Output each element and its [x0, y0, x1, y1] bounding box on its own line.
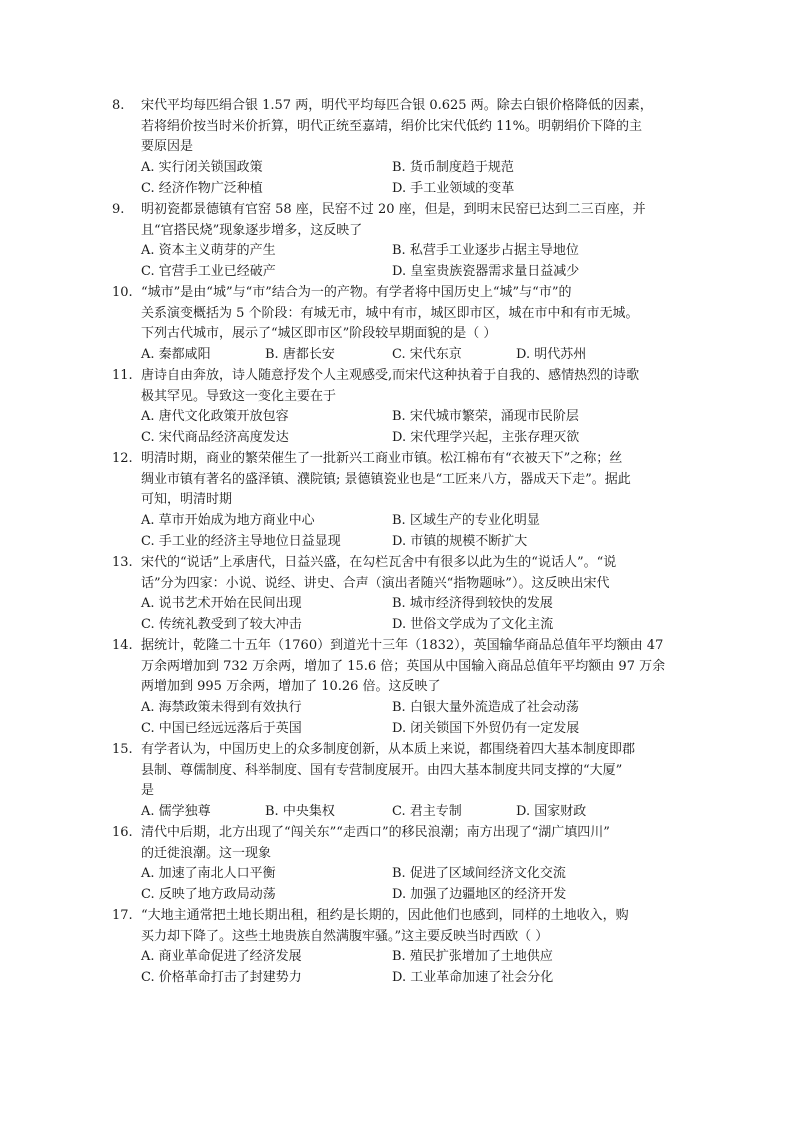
option-a[interactable]: A. 草市开始成为地方商业中心: [141, 513, 315, 529]
option-c[interactable]: C. 宋代东京: [392, 347, 462, 363]
question-number: 10.: [112, 285, 133, 300]
option-b[interactable]: B. 区域生产的专业化明显: [392, 513, 540, 529]
option-a[interactable]: A. 加速了南北人口平衡: [141, 866, 276, 882]
option-c[interactable]: C. 宋代商品经济高度发达: [141, 430, 289, 446]
question-stem-line: 可知，明清时期: [141, 492, 233, 508]
option-c[interactable]: C. 价格革命打击了封建势力: [141, 970, 302, 986]
option-d[interactable]: D. 皇室贵族瓷器需求量日益减少: [392, 264, 580, 280]
option-d[interactable]: D. 国家财政: [516, 804, 587, 820]
option-d[interactable]: D. 世俗文学成为了文化主流: [392, 617, 554, 633]
option-b[interactable]: B. 唐都长安: [265, 347, 335, 363]
question-stem-line: 买力却下降了。这些土地贵族自然满腹牢骚。”这主要反映当时西欧（ ）: [141, 928, 549, 944]
option-c[interactable]: C. 中国已经远远落后于英国: [141, 720, 302, 736]
question-10: [112, 283, 682, 366]
question-number: 9.: [112, 202, 125, 217]
question-8: [112, 96, 682, 199]
option-d[interactable]: D. 工业革命加速了社会分化: [392, 970, 554, 986]
question-stem-line: 若将绢价按当时米价折算，明代正统至嘉靖，绢价比宋代低约 11%。明朝绢价下降的主: [141, 118, 643, 134]
question-stem-line: 唐诗自由奔放，诗人随意抒发个人主观感受,而宋代这种执着于自我的、感情热烈的诗歌: [141, 368, 640, 383]
option-d[interactable]: D. 宋代理学兴起，主张存理灭欲: [392, 430, 580, 446]
question-stem-line: 的迁徙浪潮。这一现象: [141, 845, 272, 861]
question-stem-line: 要原因是: [141, 139, 194, 155]
option-b[interactable]: B. 货币制度趋于规范: [392, 160, 514, 176]
option-b[interactable]: B. 城市经济得到较快的发展: [392, 596, 553, 612]
option-c[interactable]: C. 传统礼教受到了较大冲击: [141, 617, 302, 633]
question-stem-line: 下列古代城市，展示了“城区即市区”阶段较早期面貌的是（ ）: [141, 326, 497, 342]
question-stem-line: 极其罕见。导致这一变化主要在于: [141, 388, 337, 404]
option-a[interactable]: A. 实行闭关锁国政策: [141, 160, 263, 176]
question-stem-line: 话”分为四家：小说、说经、讲史、合声（演出者随兴“指物题咏”）。这反映出宋代: [141, 575, 610, 591]
question-13: [112, 553, 682, 636]
option-a[interactable]: A. 海禁政策未得到有效执行: [141, 700, 302, 716]
question-stem-line: 明初瓷都景德镇有官窑 58 座，民窑不过 20 座，但是，到明末民窑已达到二三百座，并: [141, 202, 646, 217]
option-a[interactable]: A. 唐代文化政策开放包容: [141, 409, 289, 425]
option-b[interactable]: B. 私营手工业逐步占据主导地位: [392, 243, 579, 259]
question-17: [112, 906, 682, 989]
question-15: [112, 740, 682, 823]
question-number: 13.: [112, 555, 133, 570]
option-c[interactable]: C. 经济作物广泛种植: [141, 180, 263, 196]
option-a[interactable]: A. 儒学独尊: [141, 804, 211, 820]
question-stem-line: 万余两增加到 732 万余两，增加了 15.6 倍；英国从中国输入商品总值年平均额由 97 万余: [141, 658, 666, 674]
question-number: 17.: [112, 908, 133, 923]
question-16: [112, 823, 682, 906]
option-c[interactable]: C. 官营手工业已经破产: [141, 264, 276, 280]
question-stem-line: “大地主通常把土地长期出租，租约是长期的，因此他们也感到，同样的土地收入，购: [141, 908, 629, 923]
option-b[interactable]: B. 白银大量外流造成了社会动荡: [392, 700, 579, 716]
question-stem-line: 有学者认为，中国历史上的众多制度创新，从本质上来说，都围绕着四大基本制度即郡: [141, 742, 636, 757]
question-number: 16.: [112, 825, 133, 840]
question-11: [112, 366, 682, 449]
question-number: 15.: [112, 742, 133, 757]
question-stem-line: 关系演变概括为 5 个阶段：有城无市，城中有市，城区即市区，城在市中和有市无城。: [141, 305, 639, 321]
question-14: [112, 636, 682, 739]
question-stem-line: 据统计，乾隆二十五年（1760）到道光十三年（1832），英国输华商品总值年平均额由 47: [141, 638, 664, 653]
question-stem-line: 明清时期，商业的繁荣催生了一批新兴工商业市镇。松江棉布有“衣被天下”之称；丝: [141, 451, 623, 466]
option-d[interactable]: D. 加强了边疆地区的经济开发: [392, 887, 567, 903]
question-number: 14.: [112, 638, 133, 653]
option-a[interactable]: A. 秦都咸阳: [141, 347, 211, 363]
option-c[interactable]: C. 手工业的经济主导地位日益显现: [141, 533, 341, 549]
option-b[interactable]: B. 促进了区域间经济文化交流: [392, 866, 566, 882]
question-stem-line: 两增加到 995 万余两，增加了 10.26 倍。这反映了: [141, 679, 441, 695]
option-a[interactable]: A. 资本主义萌芽的产生: [141, 243, 276, 259]
option-c[interactable]: C. 君主专制: [392, 804, 462, 820]
option-d[interactable]: D. 手工业领域的变革: [392, 180, 515, 196]
question-stem-line: “城市”是由“城”与“市”结合为一的产物。有学者将中国历史上“城”与“市”的: [141, 285, 572, 300]
question-number: 12.: [112, 451, 133, 466]
question-stem-line: 且“官搭民烧”现象逐步增多，这反映了: [141, 222, 363, 238]
question-12: [112, 449, 682, 552]
option-d[interactable]: D. 闭关锁国下外贸仍有一定发展: [392, 720, 580, 736]
question-stem-line: 县制、尊儒制度、科举制度、国有专营制度展开。由四大基本制度共同支撑的“大厦”: [141, 762, 623, 778]
option-b[interactable]: B. 中央集权: [265, 804, 335, 820]
option-d[interactable]: D. 市镇的规模不断扩大: [392, 533, 528, 549]
question-9: [112, 200, 682, 283]
question-stem-line: 绸业市镇有著名的盛泽镇、濮院镇; 景德镇瓷业也是“工匠来八方，器成天下走”。据此: [141, 471, 631, 487]
option-a[interactable]: A. 说书艺术开始在民间出现: [141, 596, 302, 612]
question-stem-line: 是: [141, 783, 155, 799]
option-d[interactable]: D. 明代苏州: [516, 347, 587, 363]
question-number: 11.: [112, 368, 133, 383]
option-a[interactable]: A. 商业革命促进了经济发展: [141, 949, 302, 965]
question-stem-line: 宋代的“说话”上承唐代，日益兴盛，在勾栏瓦舍中有很多以此为生的“说话人”。“说: [141, 555, 617, 570]
option-b[interactable]: B. 宋代城市繁荣，涌现市民阶层: [392, 409, 579, 425]
question-stem-line: 宋代平均每匹绢合银 1.57 两，明代平均每匹合银 0.625 两。除去白银价格降低的因素，: [141, 98, 653, 113]
option-b[interactable]: B. 殖民扩张增加了土地供应: [392, 949, 553, 965]
question-number: 8.: [112, 98, 125, 113]
question-stem-line: 清代中后期，北方出现了“闯关东”“走西口”的移民浪潮；南方出现了“湖广填四川”: [141, 825, 610, 840]
option-c[interactable]: C. 反映了地方政局动荡: [141, 887, 276, 903]
